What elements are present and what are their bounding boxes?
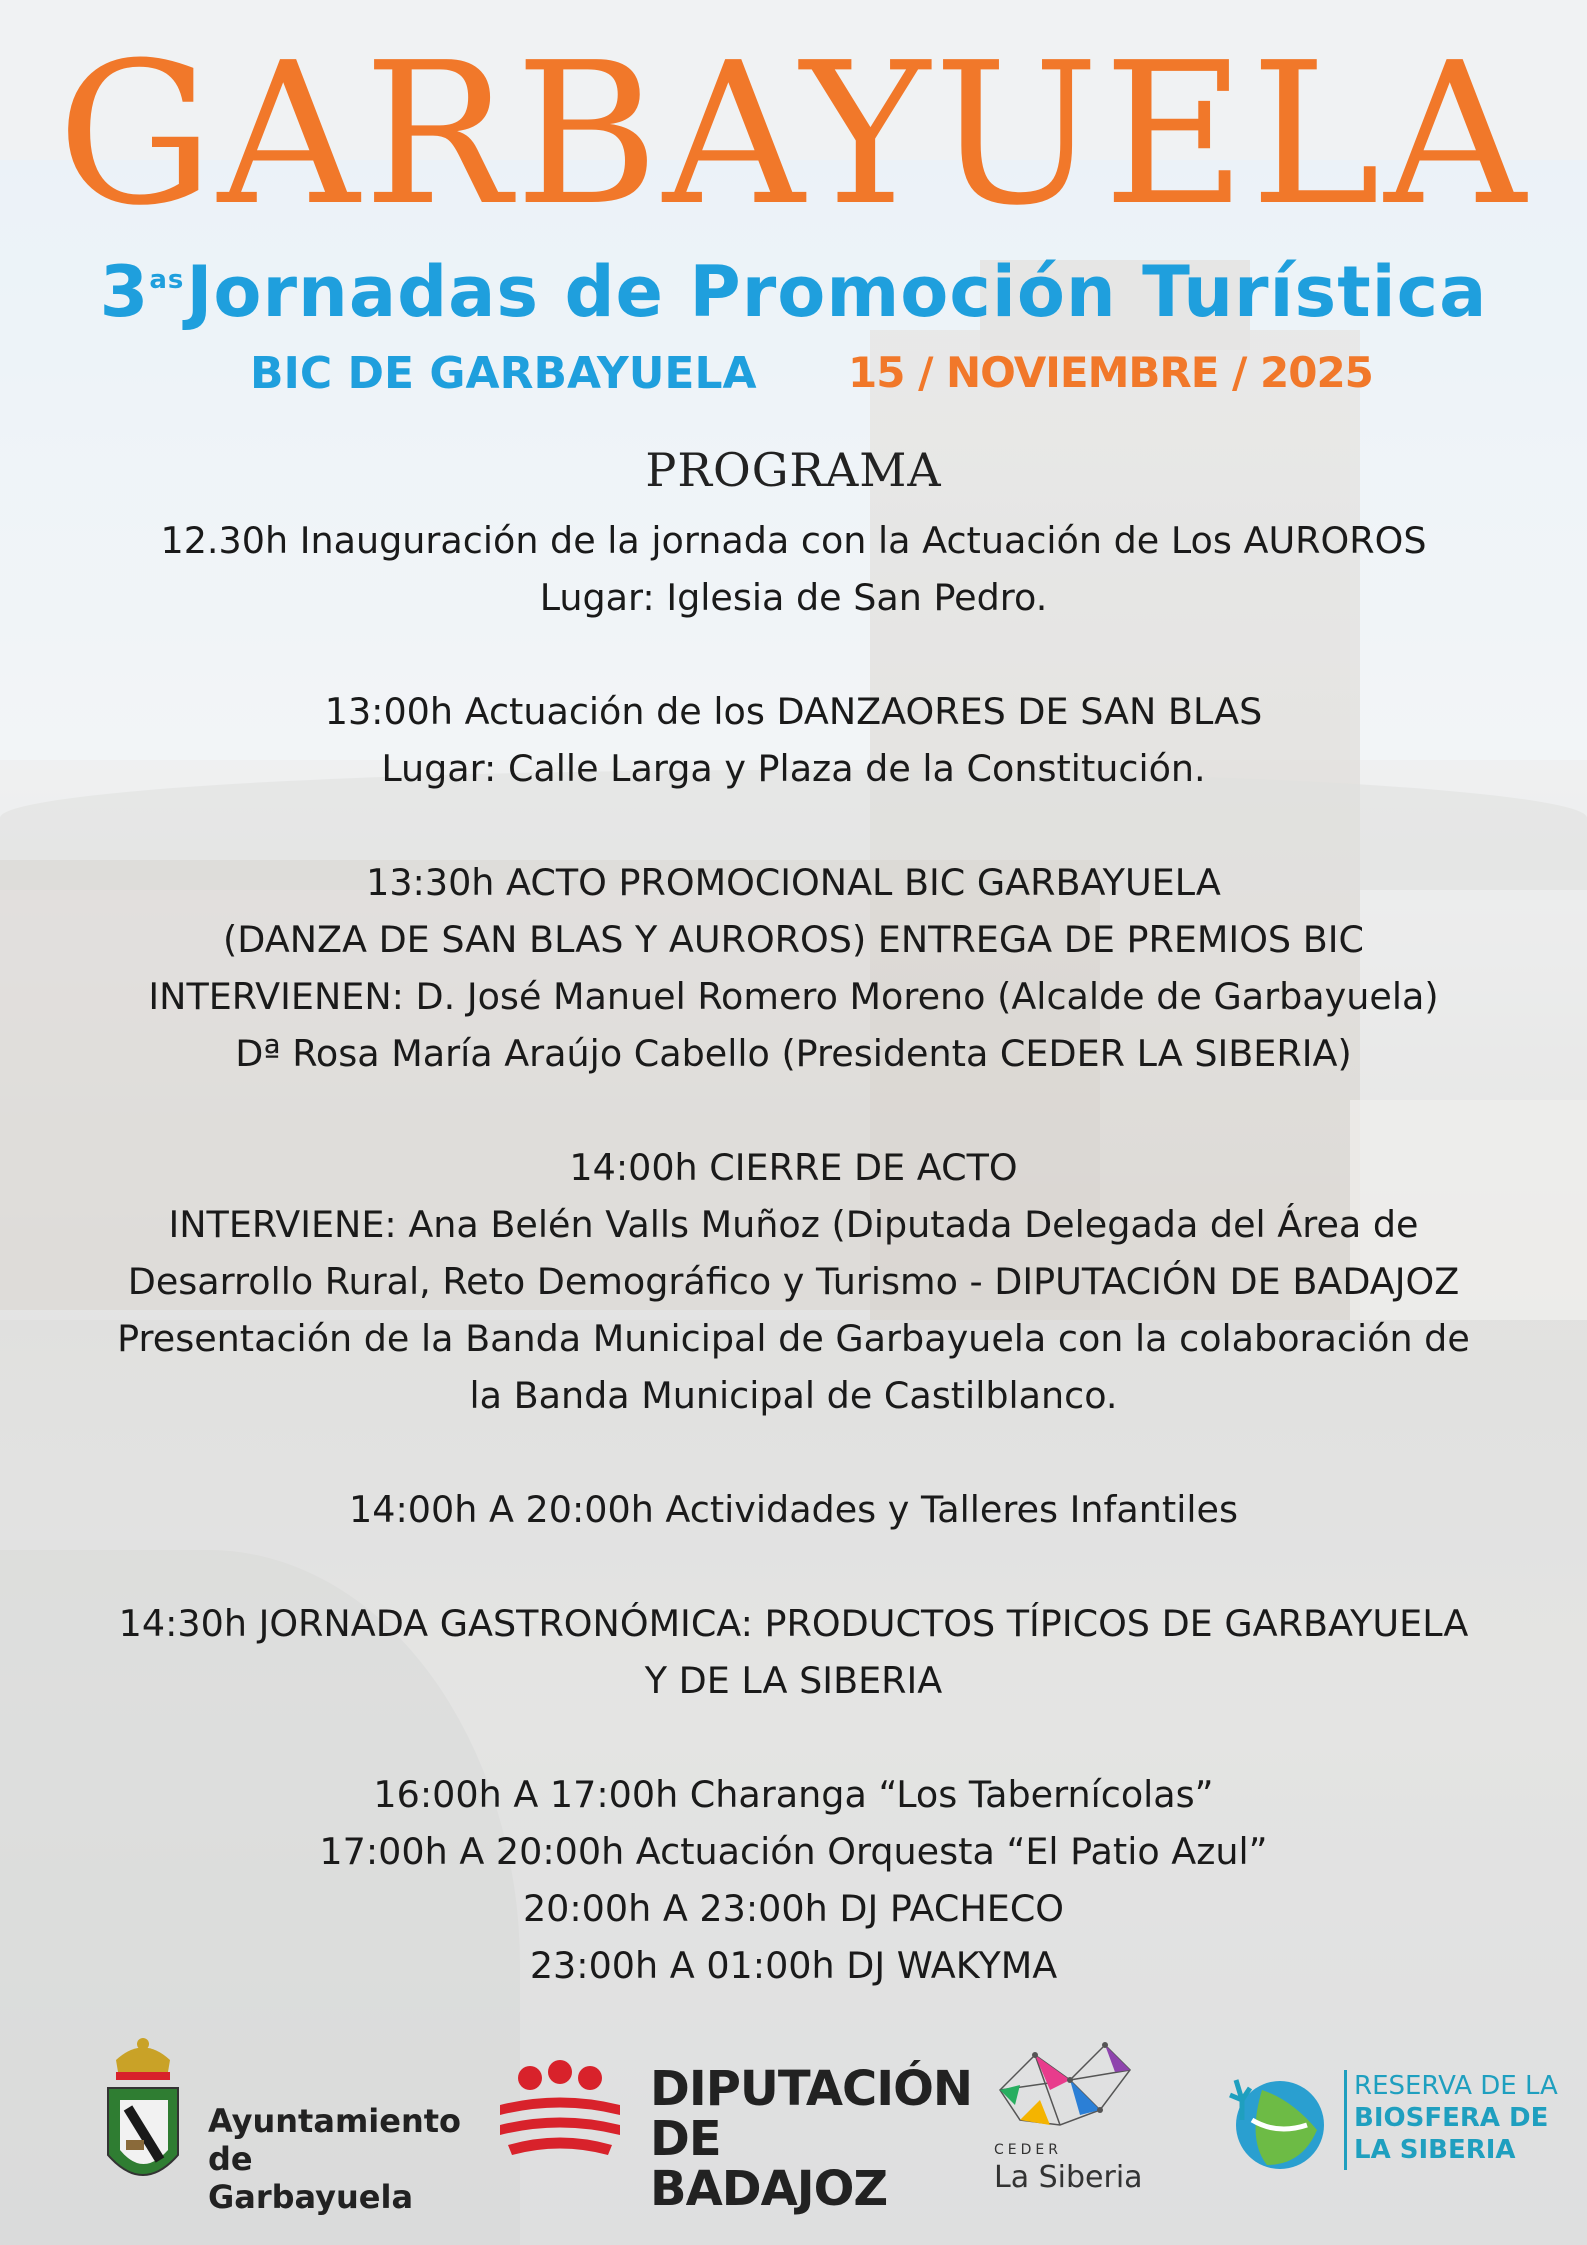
program-line: 20:00h A 23:00h DJ PACHECO	[522, 1887, 1065, 1930]
reserva-line1: RESERVA DE LA	[1354, 2071, 1558, 2101]
diputacion-name	[650, 2061, 973, 2217]
program-line: 13:30h ACTO PROMOCIONAL BIC GARBAYUELA	[366, 861, 1221, 904]
program-line: INTERVIENE: Ana Belén Valls Muñoz (Diputada Delegada del Área de	[168, 1203, 1419, 1246]
subtitle-superscript: as	[149, 265, 185, 295]
diputacion-emblem-icon	[490, 2060, 630, 2170]
program-line: 14:30h JORNADA GASTRONÓMICA: PRODUCTOS TÍPICOS DE GARBAYUELA	[118, 1602, 1469, 1645]
program-line: 13:00h Actuación de los DANZAORES DE SAN BLAS	[324, 690, 1263, 733]
program-line: 14:00h A 20:00h Actividades y Talleres Infantiles	[349, 1488, 1238, 1531]
program-line: Y DE LA SIBERIA	[644, 1659, 943, 1702]
logo-diputacion	[490, 2060, 973, 2217]
program-event	[40, 1139, 1547, 1424]
program-line: INTERVIENEN: D. José Manuel Romero Moreno (Alcalde de Garbayuela)	[148, 975, 1439, 1018]
diputacion-line1: DIPUTACIÓN	[650, 2061, 973, 2117]
coat-of-arms-icon	[98, 2030, 188, 2200]
program-event	[40, 1595, 1547, 1709]
program-event	[40, 512, 1547, 626]
program-line: la Banda Municipal de Castilblanco.	[469, 1374, 1118, 1417]
program-line: Presentación de la Banda Municipal de Garbayuela con la colaboración de	[117, 1317, 1470, 1360]
logo-ceder	[990, 2030, 1150, 2210]
bic-label: BIC DE GARBAYUELA	[250, 348, 757, 399]
diputacion-line2: DE BADAJOZ	[650, 2111, 888, 2217]
program-line: Dª Rosa María Araújo Cabello (Presidenta CEDER LA SIBERIA)	[235, 1032, 1352, 1075]
program-event	[40, 1766, 1547, 1994]
sponsor-logos	[0, 2030, 1587, 2230]
program-event	[40, 1481, 1547, 1538]
program-line: 17:00h A 20:00h Actuación Orquesta “El Patio Azul”	[319, 1830, 1268, 1873]
ceder-label: CEDER	[994, 2142, 1062, 2158]
network-triangle-icon	[990, 2030, 1140, 2140]
program-line: 12.30h Inauguración de la jornada con la Actuación de Los AUROROS	[160, 519, 1427, 562]
program-line: 16:00h A 17:00h Charanga “Los Tabernícolas”	[373, 1773, 1214, 1816]
logo-ayuntamiento	[98, 2030, 462, 2216]
program-line: 23:00h A 01:00h DJ WAKYMA	[529, 1944, 1058, 1987]
program-line: (DANZA DE SAN BLAS Y AUROROS) ENTREGA DE PREMIOS BIC	[223, 918, 1364, 961]
reserva-name	[1354, 2070, 1558, 2166]
ayuntamiento-name	[208, 2102, 461, 2216]
biosphere-deer-icon	[1222, 2070, 1332, 2175]
program-event	[40, 683, 1547, 797]
ayuntamiento-line2: de Garbayuela	[208, 2140, 414, 2216]
poster-subtitle	[0, 252, 1587, 332]
reserva-line3: LA SIBERIA	[1354, 2135, 1516, 2165]
event-date: 15 / NOVIEMBRE / 2025	[848, 348, 1373, 397]
poster-title: GARBAYUELA	[57, 21, 1530, 249]
reserva-line2: BIOSFERA DE	[1354, 2103, 1549, 2133]
program-list	[40, 512, 1547, 1994]
program-line: Lugar: Iglesia de San Pedro.	[539, 576, 1048, 619]
program-heading: PROGRAMA	[645, 443, 942, 497]
subtitle-number: 3	[99, 251, 150, 333]
logo-reserva-biosfera	[1222, 2070, 1562, 2210]
program-event	[40, 854, 1547, 1082]
ayuntamiento-line1: Ayuntamiento	[208, 2102, 462, 2140]
program-line: 14:00h CIERRE DE ACTO	[569, 1146, 1018, 1189]
ceder-name: La Siberia	[994, 2160, 1143, 2195]
program-line: Lugar: Calle Larga y Plaza de la Constitución.	[381, 747, 1206, 790]
program-line: Desarrollo Rural, Reto Demográfico y Turismo - DIPUTACIÓN DE BADAJOZ	[127, 1260, 1460, 1303]
reserva-separator	[1344, 2070, 1347, 2170]
subtitle-text: Jornadas de Promoción Turística	[186, 251, 1488, 333]
